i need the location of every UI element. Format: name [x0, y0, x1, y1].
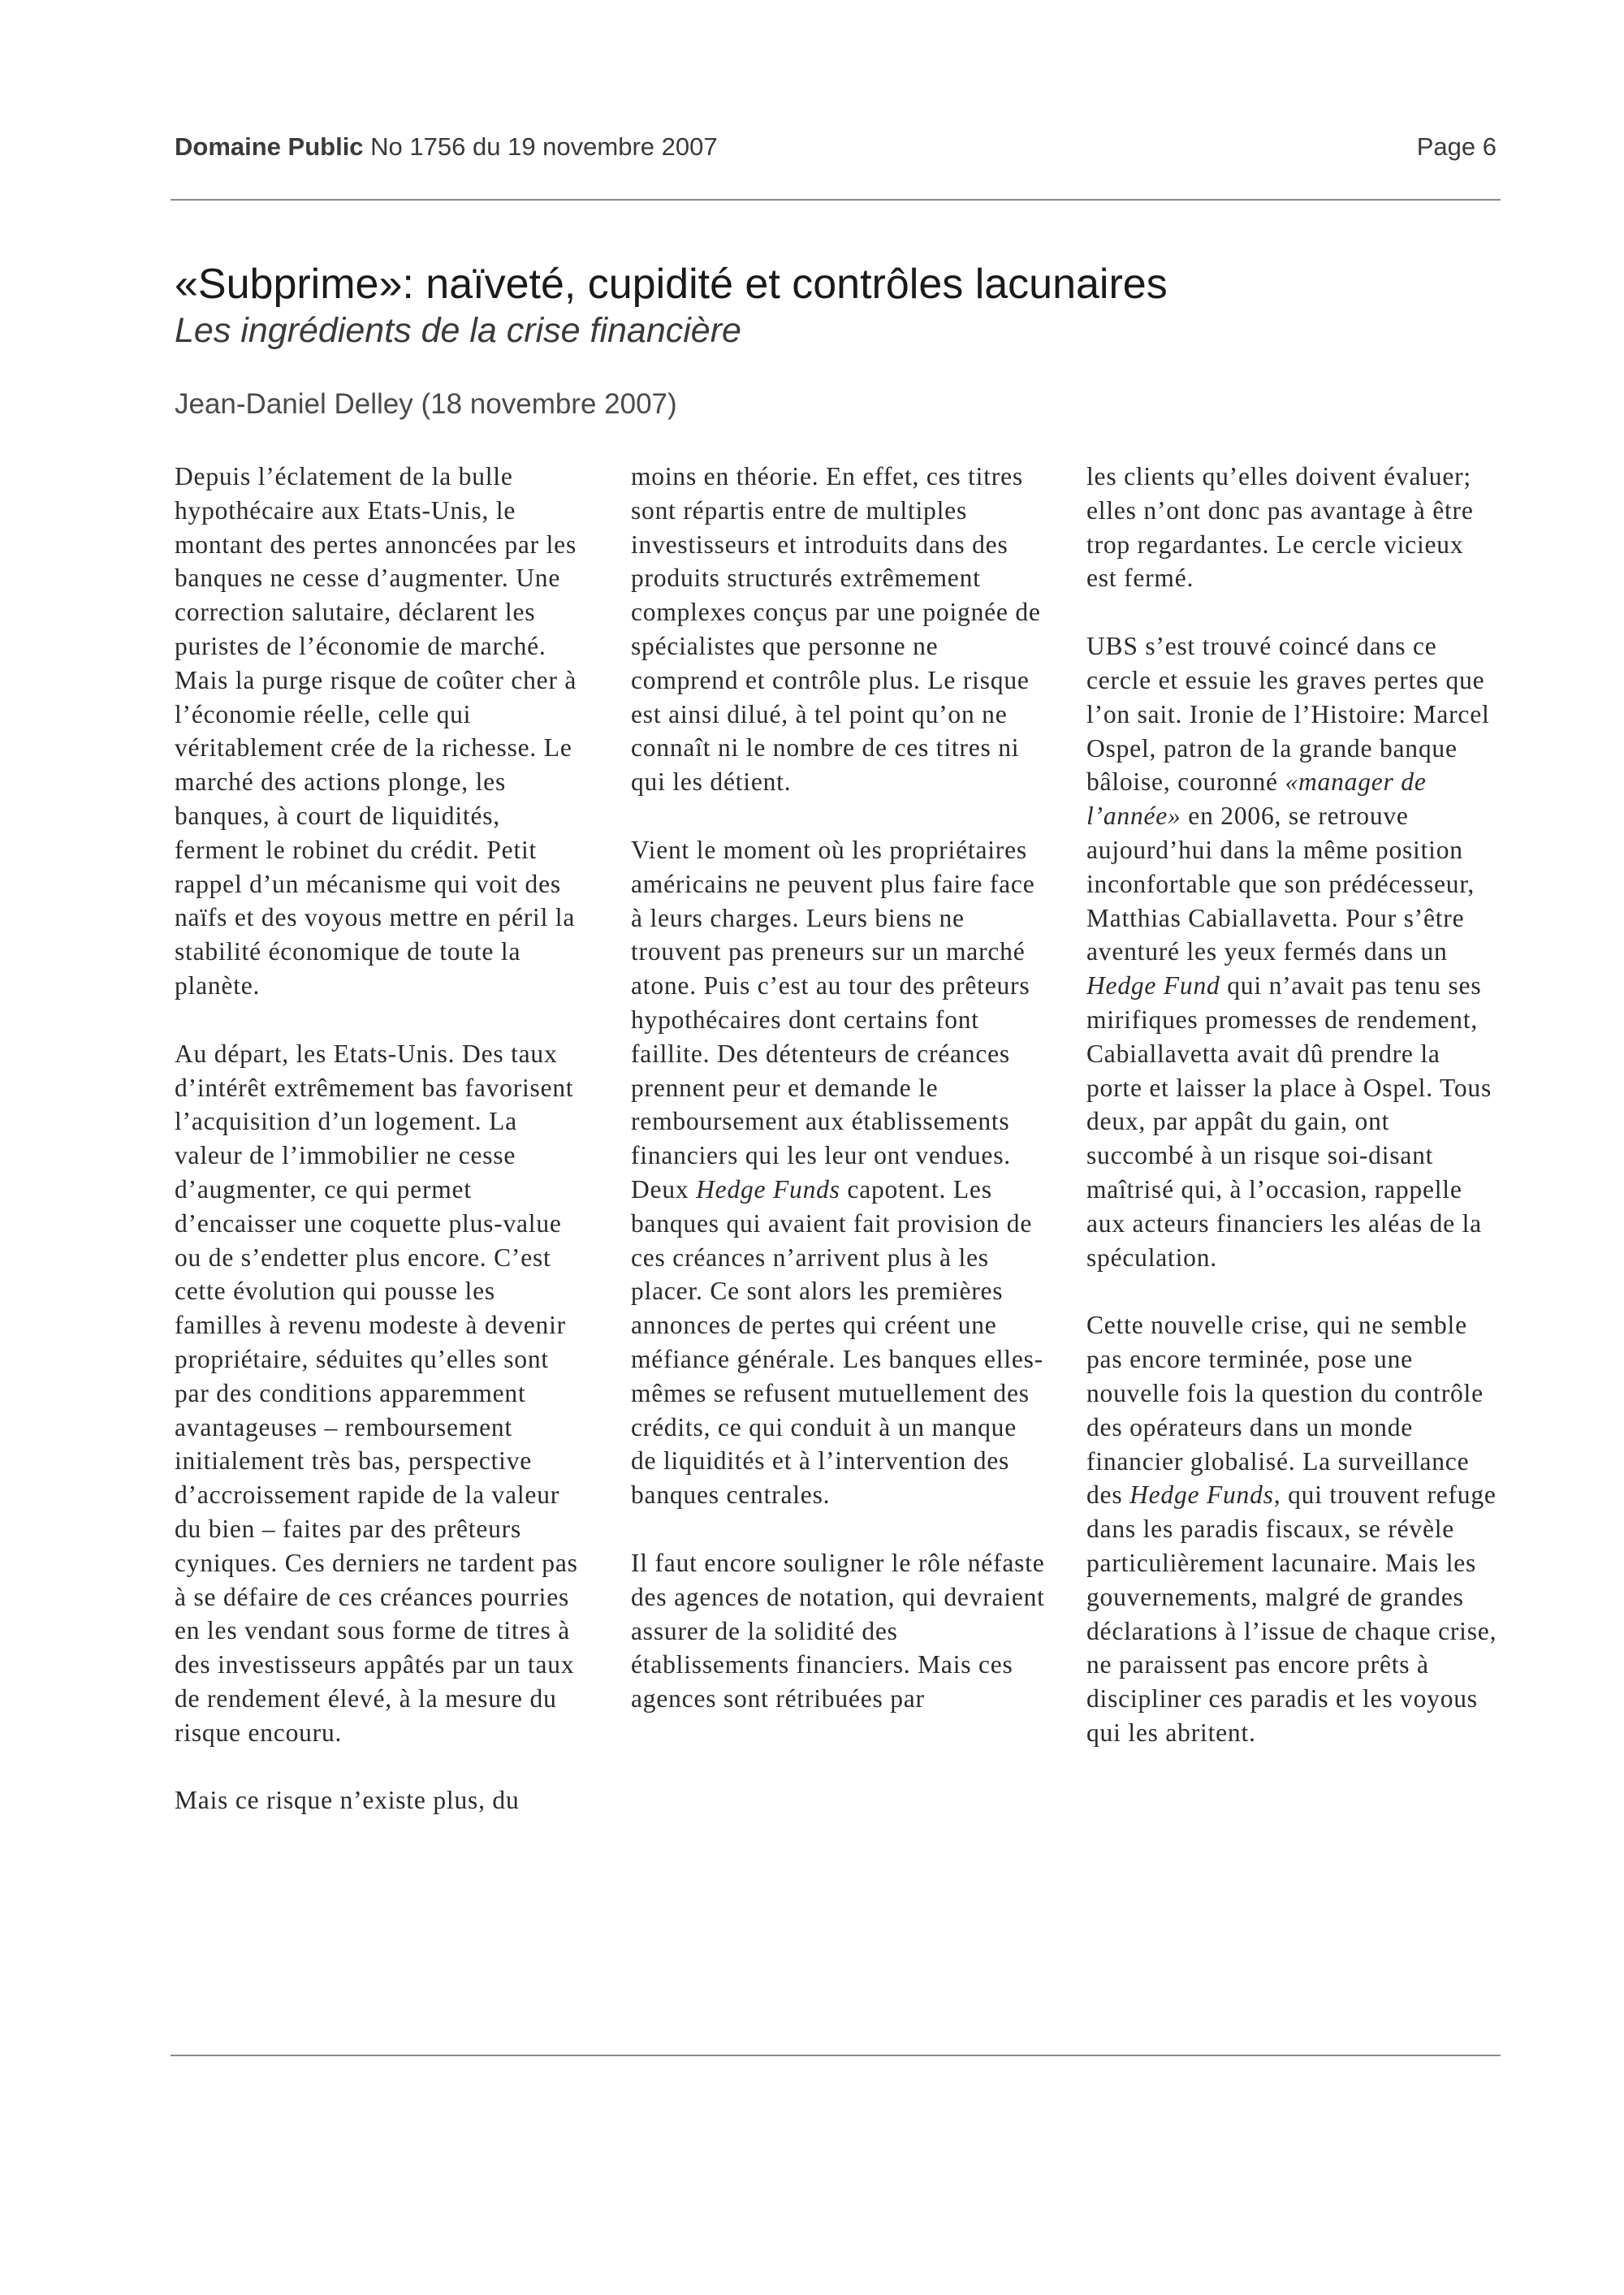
- paragraph-text: les clients qu’elles doivent évaluer; elles n’ont donc pas avantage à être trop regardantes. Le cercle vicieux est fermé.: [1086, 462, 1474, 593]
- body-paragraph: [175, 460, 589, 1003]
- page-number: Page 6: [1416, 132, 1497, 161]
- paragraph-text: UBS s’est trouvé coincé dans ce cercle et essuie les graves pertes que l’on sait. Ironie de l’Histoire: Marcel Ospel, patron de la grande banque bâloise, couronné: [1086, 632, 1490, 797]
- paragraph-text: capotent. Les banques qui avaient fait provision de ces créances n’arrivent plus à les placer. Ce sont alors les premières annonces de pertes qui créent une méfiance générale. Les banques elles-mêmes se refusent mutuellement des crédits, ce qui conduit à un manque de liquidités et à l’intervention des banques centrales.: [631, 1174, 1043, 1510]
- body-paragraph: [175, 1783, 589, 1817]
- paragraph-text: Depuis l’éclatement de la bulle hypothécaire aux Etats-Unis, le montant des pertes annoncées par les banques ne cesse d’augmenter. Une correction salutaire, déclarent les puristes de l’économie de marché. Mais la purge risque de coûter cher à l’économie réelle, celle qui véritablement crée de la richesse. Le marché des actions plonge, les banques, à court de liquidités, ferment le robinet du crédit. Petit rappel d’un mécanisme qui voit des naïfs et des voyous mettre en péril la stabilité économique de toute la planète.: [175, 462, 577, 1000]
- italic-text: Hedge Funds: [696, 1174, 840, 1204]
- issue-info: No 1756 du 19 novembre 2007: [370, 132, 718, 161]
- paragraph-text: moins en théorie. En effet, ces titres sont répartis entre de multiples investisseurs et introduits dans des produits structurés extrêmement complexes conçus par une poignée de spécialistes que personne ne comprend et contrôle plus. Le risque est ainsi dilué, à tel point qu’on ne connaît ni le nombre de ces titres ni qui les détient.: [631, 462, 1041, 797]
- paragraph-text: Mais ce risque n’existe plus, du: [175, 1786, 520, 1815]
- publication-name: Domaine Public: [175, 132, 364, 161]
- article-byline: Jean-Daniel Delley (18 novembre 2007): [175, 388, 677, 420]
- paragraph-text: qui n’avait pas tenu ses mirifiques promesses de rendement, Cabiallavetta avait dû prendre la porte et laisser la place à Ospel. Tous deux, par appât du gain, ont succombé à un risque soi-disant maîtrisé qui, à l’occasion, rappelle aux acteurs financiers les aléas de la spéculation.: [1086, 971, 1492, 1272]
- text-column-2: [631, 460, 1045, 1716]
- text-column-1: [175, 460, 589, 1817]
- italic-text: Hedge Fund: [1086, 971, 1220, 1001]
- paragraph-text: Vient le moment où les propriétaires américains ne peuvent plus faire face à leurs charges. Leurs biens ne trouvent pas preneurs sur un marché atone. Puis c’est au tour des prêteurs hypothécaires dont certains font faillite. Des détenteurs de créances prennent peur et demande le remboursement aux établissements financiers qui les leur ont vendues. Deux: [631, 835, 1035, 1204]
- body-paragraph: [631, 833, 1045, 1512]
- body-paragraph: [1086, 460, 1501, 595]
- body-paragraph: [631, 460, 1045, 799]
- italic-text: Hedge Funds: [1129, 1480, 1274, 1510]
- article-subtitle: Les ingrédients de la crise financière: [175, 311, 741, 350]
- paragraph-text: en 2006, se retrouve aujourd’hui dans la même position inconfortable que son prédécesseur, Matthias Cabiallavetta. Pour s’être aventuré les yeux fermés dans un: [1086, 802, 1475, 966]
- italic-text: «manager de l’année»: [1086, 767, 1427, 831]
- paragraph-text: , qui trouvent refuge dans les paradis fiscaux, se révèle particulièrement lacunaire. Mais les gouvernements, malgré de grandes déclarations à l’issue de chaque crise, ne paraissent pas encore prêts à discipliner ces paradis et les voyous qui les abritent.: [1086, 1480, 1497, 1747]
- footer-divider: [171, 2055, 1501, 2056]
- page-header: [175, 132, 1497, 162]
- text-column-3: [1086, 460, 1501, 1750]
- article-title: «Subprime»: naïveté, cupidité et contrôles lacunaires: [175, 261, 1168, 308]
- body-paragraph: [1086, 629, 1501, 1274]
- paragraph-text: Au départ, les Etats-Unis. Des taux d’intérêt extrêmement bas favorisent l’acquisition d’un logement. La valeur de l’immobilier ne cesse d’augmenter, ce qui permet d’encaisser une coquette plus-value ou de s’endetter plus encore. C’est cette évolution qui pousse les familles à revenu modeste à devenir propriétaire, séduites qu’elles sont par des conditions apparemment avantageuses – remboursement initialement très bas, perspective d’accroissement rapide de la valeur du bien – faites par des prêteurs cyniques. Ces derniers ne tardent pas à se défaire de ces créances pourries en les vendant sous forme de titres à des investisseurs appâtés par un taux de rendement élevé, à la mesure du risque encouru.: [175, 1039, 578, 1747]
- header-divider: [171, 199, 1501, 201]
- body-paragraph: [631, 1546, 1045, 1716]
- paragraph-text: Cette nouvelle crise, qui ne semble pas encore terminée, pose une nouvelle fois la question du contrôle des opérateurs dans un monde financier globalisé. La surveillance des: [1086, 1311, 1484, 1510]
- body-paragraph: [175, 1037, 589, 1750]
- body-paragraph: [1086, 1308, 1501, 1749]
- paragraph-text: Il faut encore souligner le rôle néfaste des agences de notation, qui devraient assurer de la solidité des établissements financiers. Mais ces agences sont rétribuées par: [631, 1548, 1045, 1714]
